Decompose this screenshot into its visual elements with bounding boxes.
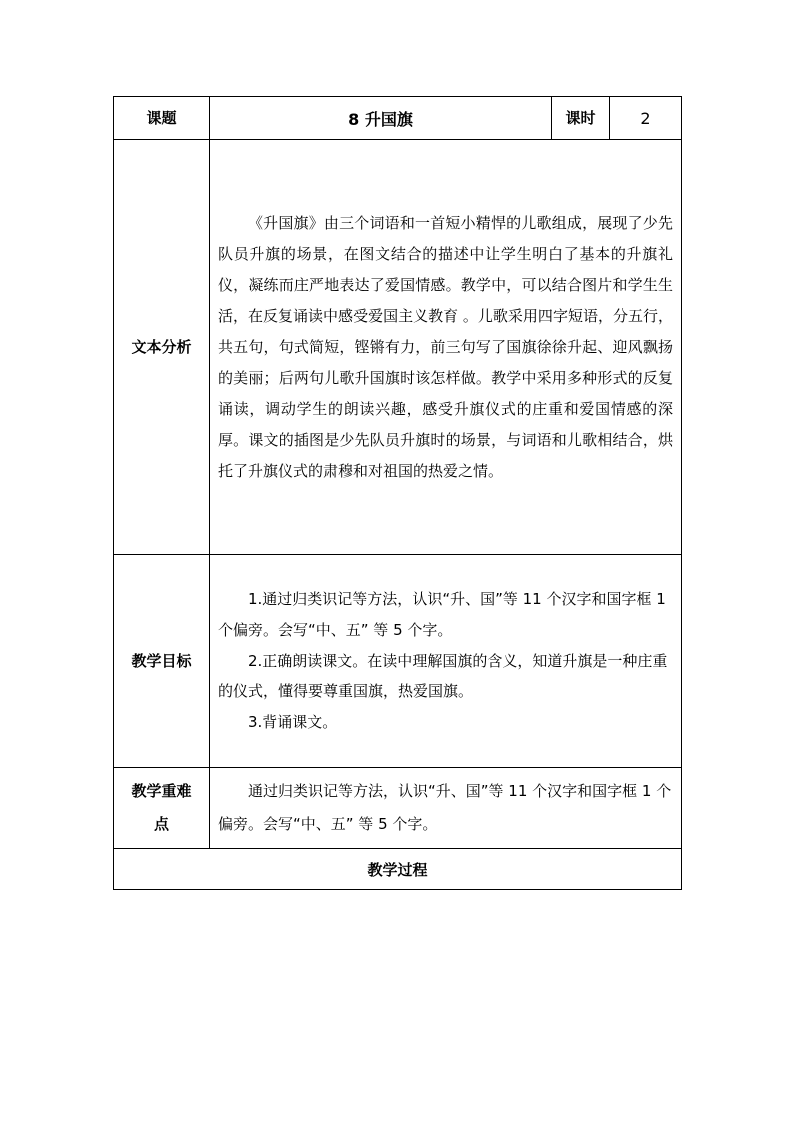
goals-row [114,555,682,768]
analysis-row [114,140,682,555]
header-row [114,97,682,140]
goal-item-2: 2.正确朗读课文。在读中理解国旗的含义，知道升旗是一种庄重的仪式，懂得要尊重国旗，热爱国旗。 [218,651,668,701]
process-row [114,849,682,890]
key-points-cell [210,768,682,849]
topic-label: 课题 [114,97,210,140]
topic-title: 8 升国旗 [210,97,552,140]
key-points-text: 通过归类识记等方法，认识“升、国”等 11 个汉字和国字框 1 个偏旁。会写“中、五” 等 5 个字。 [218,782,672,833]
analysis-text: 《升国旗》由三个词语和一首短小精悍的儿歌组成，展现了少先队员升旗的场景，在图文结合的描述中让学生明白了基本的升旗礼仪，凝练而庄严地表达了爱国情感。教学中，可以结合图片和学生生活，在反复诵读中感受爱国主义教育 。儿歌采用四字短语，分五行，共五句，句式简短，铿锵有力，前三句写了国旗徐徐升起、迎风飘扬的美丽；后两句儿歌升国旗时该怎样做。教学中采用多种形式的反复诵读，调动学生的朗读兴趣，感受升旗仪式的庄重和爱国情感的深厚。课文的插图是少先队员升旗时的场景，与词语和儿歌相结合，烘托了升旗仪式的肃穆和对祖国的热爱之情。 [218,213,673,480]
hours-value: 2 [610,97,682,140]
process-heading: 教学过程 [114,849,682,890]
goal-item-3: 3.背诵课文。 [248,713,338,732]
goals-cell [210,555,682,768]
hours-label: 课时 [552,97,610,140]
key-points-label: 教学重难点 [114,768,210,849]
goal-item-1: 1.通过归类识记等方法，认识“升、国”等 11 个汉字和国字框 1 个偏旁。会写“中、五” 等 5 个字。 [218,590,666,639]
key-points-row [114,768,682,849]
analysis-label: 文本分析 [114,140,210,555]
lesson-plan-table [113,96,682,890]
goals-label: 教学目标 [114,555,210,768]
analysis-cell [210,140,682,555]
